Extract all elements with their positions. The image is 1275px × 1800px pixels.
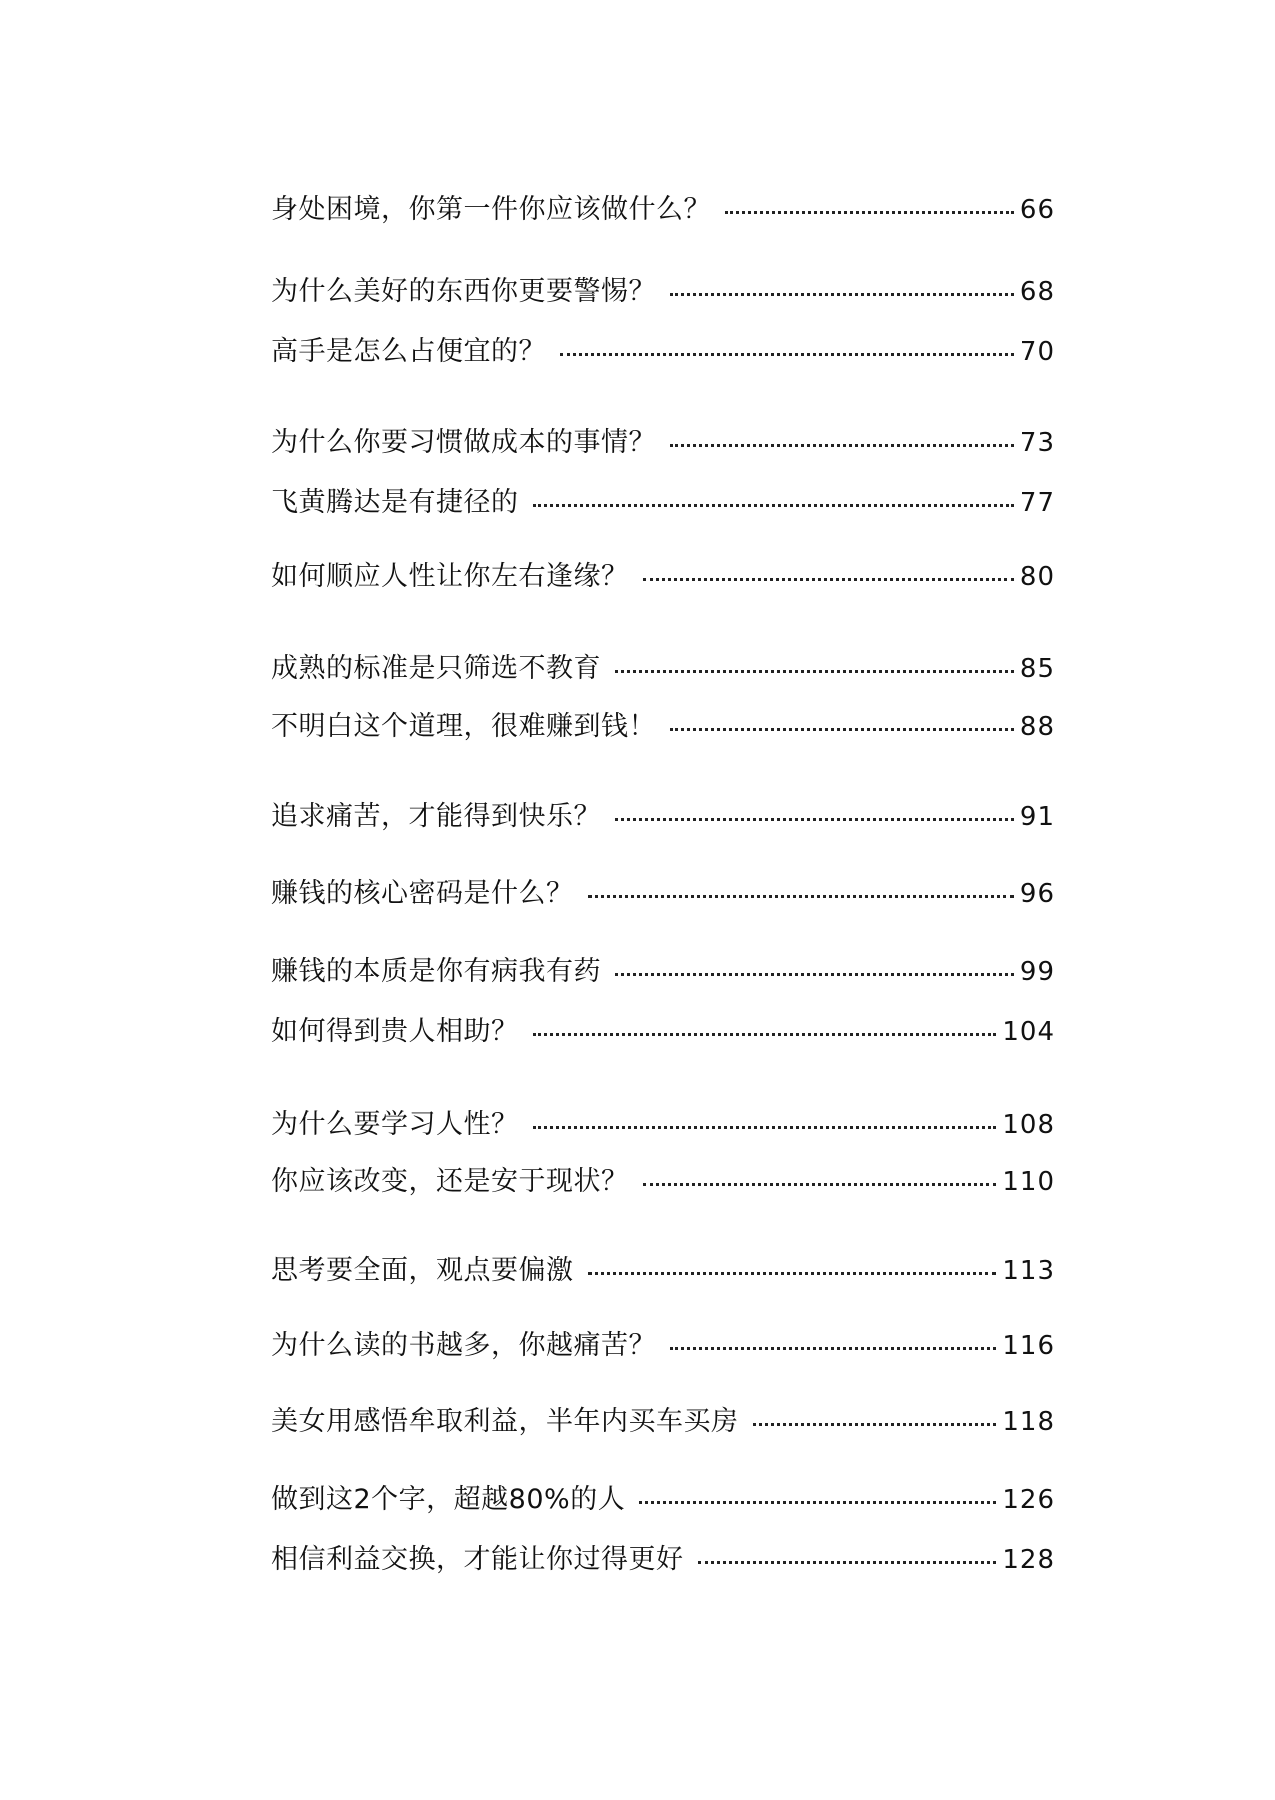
dot-leader bbox=[639, 1499, 996, 1504]
dot-leader bbox=[670, 442, 1014, 447]
toc-entry-page: 104 bbox=[1002, 1017, 1055, 1047]
toc-entry-page: 99 bbox=[1019, 957, 1055, 987]
toc-entry-page: 118 bbox=[1002, 1407, 1055, 1437]
toc-entry bbox=[271, 1251, 1055, 1291]
dot-leader bbox=[588, 893, 1014, 898]
toc-entry-title: 为什么你要习惯做成本的事情？ bbox=[271, 427, 656, 458]
toc-entry bbox=[271, 272, 1055, 312]
toc-entry-page: 73 bbox=[1019, 428, 1055, 458]
toc-entry bbox=[271, 1540, 1055, 1580]
toc-entry bbox=[271, 952, 1055, 992]
dot-leader bbox=[615, 668, 1014, 673]
toc-entry bbox=[271, 1012, 1055, 1052]
toc-entry bbox=[271, 190, 1055, 230]
dot-leader bbox=[533, 1031, 997, 1036]
toc-entry-page: 108 bbox=[1002, 1110, 1055, 1140]
toc-entry bbox=[271, 1162, 1055, 1202]
toc-entry-title: 如何得到贵人相助？ bbox=[271, 1016, 519, 1047]
toc-entry-title: 身处困境，你第一件你应该做什么？ bbox=[271, 194, 711, 225]
toc-entry bbox=[271, 649, 1055, 689]
toc-entry bbox=[271, 707, 1055, 747]
toc-entry bbox=[271, 1105, 1055, 1145]
toc-entry-title: 为什么美好的东西你更要警惕？ bbox=[271, 276, 656, 307]
toc-entry-page: 91 bbox=[1019, 802, 1055, 832]
dot-leader bbox=[615, 971, 1014, 976]
dot-leader bbox=[670, 291, 1014, 296]
toc-entry-title: 如何顺应人性让你左右逢缘？ bbox=[271, 561, 629, 592]
toc-entry-page: 96 bbox=[1019, 879, 1055, 909]
dot-leader bbox=[533, 1124, 997, 1129]
dot-leader bbox=[753, 1421, 997, 1426]
dot-leader bbox=[615, 816, 1014, 821]
toc-entry bbox=[271, 1326, 1055, 1366]
toc-entry-page: 68 bbox=[1019, 277, 1055, 307]
toc-entry-page: 128 bbox=[1002, 1545, 1055, 1575]
toc-entry-title: 做到这2个字，超越80%的人 bbox=[271, 1484, 626, 1515]
toc-entry-page: 70 bbox=[1019, 337, 1055, 367]
toc-entry-page: 126 bbox=[1002, 1485, 1055, 1515]
toc-entry-title: 你应该改变，还是安于现状？ bbox=[271, 1166, 629, 1197]
toc-entry-page: 80 bbox=[1019, 562, 1055, 592]
toc-entry-title: 赚钱的核心密码是什么？ bbox=[271, 878, 574, 909]
toc-entry-title: 为什么读的书越多，你越痛苦？ bbox=[271, 1330, 656, 1361]
toc-entry-title: 飞黄腾达是有捷径的 bbox=[271, 487, 519, 518]
toc-entry bbox=[271, 1480, 1055, 1520]
dot-leader bbox=[725, 209, 1014, 214]
toc-entry bbox=[271, 797, 1055, 837]
toc-entry-title: 为什么要学习人性？ bbox=[271, 1109, 519, 1140]
toc-entry-title: 追求痛苦，才能得到快乐？ bbox=[271, 801, 601, 832]
toc-entry-title: 思考要全面，观点要偏激 bbox=[271, 1255, 574, 1286]
toc-entry-page: 88 bbox=[1019, 712, 1055, 742]
dot-leader bbox=[698, 1559, 997, 1564]
toc-entry bbox=[271, 483, 1055, 523]
dot-leader bbox=[643, 576, 1014, 581]
dot-leader bbox=[560, 351, 1014, 356]
dot-leader bbox=[643, 1181, 997, 1186]
dot-leader bbox=[670, 726, 1014, 731]
toc-entry-title: 高手是怎么占便宜的？ bbox=[271, 336, 546, 367]
toc-entry-title: 成熟的标准是只筛选不教育 bbox=[271, 653, 601, 684]
toc-entry-page: 66 bbox=[1019, 195, 1055, 225]
toc-entry bbox=[271, 1402, 1055, 1442]
toc-entry-page: 77 bbox=[1019, 488, 1055, 518]
toc-entry-page: 85 bbox=[1019, 654, 1055, 684]
dot-leader bbox=[588, 1270, 997, 1275]
toc-entry-title: 不明白这个道理，很难赚到钱！ bbox=[271, 711, 656, 742]
toc-entry bbox=[271, 874, 1055, 914]
toc-entry-title: 赚钱的本质是你有病我有药 bbox=[271, 956, 601, 987]
dot-leader bbox=[533, 502, 1014, 507]
dot-leader bbox=[670, 1345, 996, 1350]
toc-entry-title: 相信利益交换，才能让你过得更好 bbox=[271, 1544, 684, 1575]
toc-entry-page: 116 bbox=[1002, 1331, 1055, 1361]
table-of-contents bbox=[271, 0, 1055, 1800]
toc-entry-page: 113 bbox=[1002, 1256, 1055, 1286]
toc-entry bbox=[271, 332, 1055, 372]
toc-entry-title: 美女用感悟牟取利益，半年内买车买房 bbox=[271, 1406, 739, 1437]
toc-entry-page: 110 bbox=[1002, 1167, 1055, 1197]
toc-entry bbox=[271, 557, 1055, 597]
toc-entry bbox=[271, 423, 1055, 463]
